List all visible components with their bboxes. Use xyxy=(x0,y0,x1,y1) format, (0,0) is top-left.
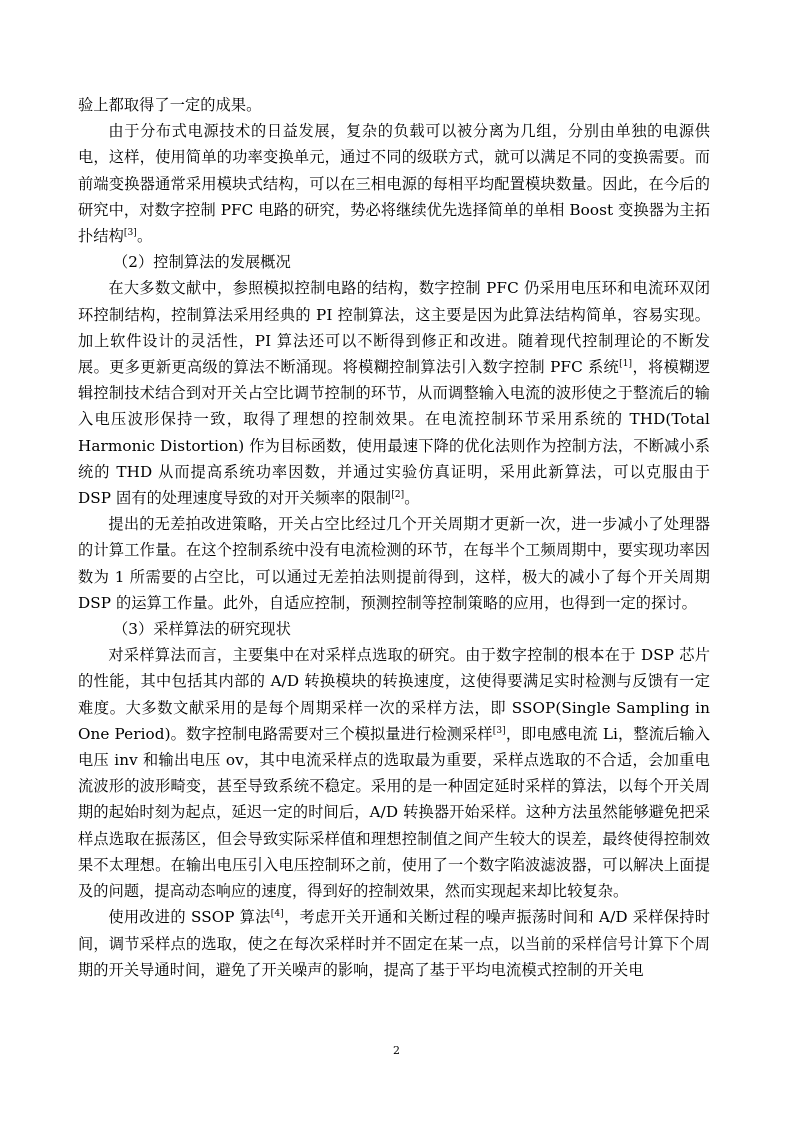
paragraph xyxy=(78,642,710,904)
paragraph-text: （3）采样算法的研究现状 xyxy=(112,620,291,639)
paragraph-text: 。 xyxy=(136,227,153,246)
paragraph-text: ，考虑开关开通和关断过程的噪声振荡时间和 A/D 采样保持时间，调节采样点的选取，使之在每次采样时并不固定在某一点，以当前的采样信号计算下个周期的开关导通时间，避免了开关噪声的影响，提高了基于平均电流模式控制的开关电 xyxy=(78,908,710,979)
paragraph-text: 提出的无差拍改进策略，开关占空比经过几个开关周期才更新一次，进一步减小了处理器的计算工作量。在这个控制系统中没有电流检测的环节，在每半个工频周期中，要实现功率因数为 1 所需要的占空比，可以通过无差拍法则提前得到，这样，极大的减小了每个开关周期 DSP 的运算工作量。此外，自适应控制，预测控制等控制策略的应用，也得到一定的探讨。 xyxy=(78,515,710,612)
paragraph-text: ，将模糊逻辑控制技术结合到对开关占空比调节控制的环节，从而调整输入电流的波形使之于整流后的输入电压波形保持一致，取得了理想的控制效果。在电流控制环节采用系统的 THD(Total Harmonic Distortion) 作为目标函数，使用最速下降的优化法则作为控制方法，不断减小系统的 THD 从而提高系统功率因数，并通过实验仿真证明，采用此新算法，可以克服由于 DSP 固有的处理速度导致的对开关频率的限制 xyxy=(78,358,711,508)
section-heading xyxy=(78,249,710,275)
paragraph-text: 对采样算法而言，主要集中在对采样点选取的研究。由于数字控制的根本在于 DSP 芯片的性能，其中包括其内部的 A/D 转换模块的转换速度，这使得要满足实时检测与反馈有一定难度。大多数文献采用的是每个周期采样一次的采样方法，即 SSOP(Single Sampling in One Period)。数字控制电路需要对三个模拟量进行检测采样 xyxy=(78,646,710,743)
paragraph xyxy=(78,118,710,249)
citation-ref: [1] xyxy=(619,358,633,369)
citation-ref: [2] xyxy=(391,489,405,500)
paragraph xyxy=(78,275,710,511)
paragraph-text: 。 xyxy=(404,489,420,508)
paragraph xyxy=(78,511,710,616)
citation-ref: [4] xyxy=(270,909,284,920)
paragraph-text: 验上都取得了一定的成果。 xyxy=(78,96,262,114)
paragraph-text: 使用改进的 SSOP 算法 xyxy=(108,908,271,927)
citation-ref: [3] xyxy=(123,227,137,238)
paragraph-text: 在大多数文献中，参照模拟控制电路的结构，数字控制 PFC 仍采用电压环和电流环双闭环控制结构，控制算法采用经典的 PI 控制算法，这主要是因为此算法结构简单，容易实现。加上软件设计的灵活性，PI 算法还可以不断得到修正和改进。随着现代控制理论的不断发展。更多更新更高级的算法不断涌现。将模糊控制算法引入数字控制 PFC 系统 xyxy=(78,279,710,377)
citation-ref: [3] xyxy=(492,725,506,736)
page-number: 2 xyxy=(393,1044,400,1057)
paragraph xyxy=(78,92,710,118)
section-heading xyxy=(78,616,710,642)
paragraph-text: （2）控制算法的发展概况 xyxy=(112,253,291,272)
body-text xyxy=(78,92,710,983)
paragraph-text: 由于分布式电源技术的日益发展，复杂的负载可以被分离为几组，分别由单独的电源供电，这样，使用简单的功率变换单元，通过不同的级联方式，就可以满足不同的变换需要。而前端变换器通常采用模块式结构，可以在三相电源的每相平均配置模块数量。因此，在今后的研究中，对数字控制 PFC 电路的研究，势必将继续优先选择简单的单相 Boost 变换器为主拓扑结构 xyxy=(78,122,710,246)
paragraph-text: ，即电感电流 Li，整流后输入电压 inv 和输出电压 ov，其中电流采样点的选取最为重要，采样点选取的不合适，会加重电流波形的波形畸变，甚至导致系统不稳定。采用的是一种固定延时采样的算法，以每个开关周期的起始时刻为起点，延迟一定的时间后，A/D 转换器开始采样。这种方法虽然能够避免把采样点选取在振荡区，但会导致实际采样值和理想控制值之间产生较大的误差，最终使得控制效果不太理想。在输出电压引入电压控制环之前，使用了一个数字陷波滤波器，可以解决上面提及的问题，提高动态响应的速度，得到好的控制效果，然而实现起来却比较复杂。 xyxy=(78,724,710,901)
paragraph xyxy=(78,904,710,983)
